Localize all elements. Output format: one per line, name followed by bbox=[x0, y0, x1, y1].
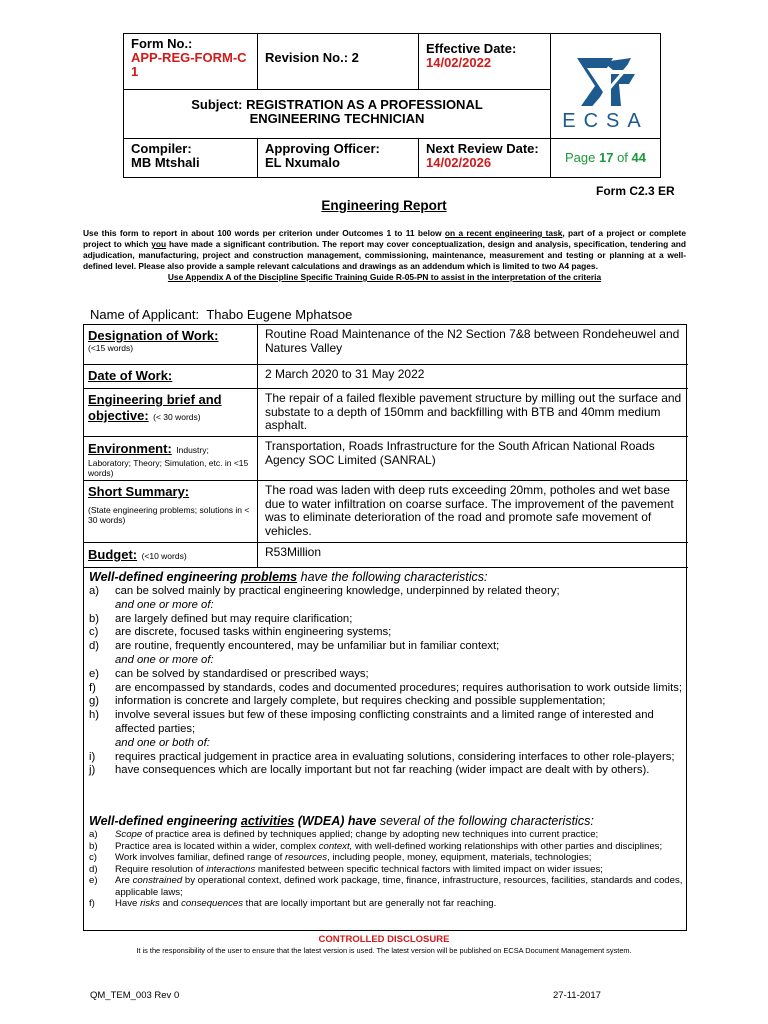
form-no-value: APP-REG-FORM-C1 bbox=[131, 50, 247, 79]
page-title: Engineering Report bbox=[321, 198, 447, 213]
review-date-value: 14/02/2026 bbox=[426, 155, 492, 170]
approving-value: EL Nxumalo bbox=[265, 155, 340, 170]
summary-value: The road was laden with deep ruts exceeding 20mm, potholes and wet base due to water infiltration on coarse surface. The improvement of the pavement was to eliminate deterioration of the road and promote safe movement of vehicles. bbox=[265, 483, 674, 538]
activity-item: d) Require resolution of interactions manifested between specific technical factors with limited impact on wider issues; bbox=[89, 863, 603, 875]
problem-item: a) can be solved mainly by practical engineering knowledge, underpinned by related theory; bbox=[89, 585, 560, 597]
activities-heading: Well-defined engineering activities (WDEA) have several of the following characteristics: bbox=[89, 814, 594, 828]
page-number: Page 17 of 44 bbox=[565, 150, 646, 165]
form-no-label: Form No.: bbox=[131, 36, 193, 51]
designation-label: Designation of Work: bbox=[88, 328, 219, 343]
problem-item: b) are largely defined but may require clarification; bbox=[89, 612, 353, 625]
form-no-cell bbox=[124, 34, 258, 90]
activity-item: e) Are constrained by operational context, defined work package, time, finance, infrastructure, resources, facilities, standards and codes, applicable laws; bbox=[89, 875, 683, 898]
footer-doc-code: QM_TEM_003 Rev 0 bbox=[90, 990, 180, 1001]
date-label: Date of Work: bbox=[88, 368, 173, 383]
activity-item: a) Scope of practice area is defined by techniques applied; change by adopting new techniques into current practice; bbox=[89, 829, 599, 840]
summary-label: Short Summary: bbox=[88, 484, 190, 499]
brief-label-b: objective: bbox=[88, 408, 149, 423]
designation-sub: (<15 words) bbox=[88, 343, 134, 353]
review-date-label: Next Review Date: bbox=[426, 141, 539, 156]
review-date-cell bbox=[419, 139, 551, 177]
environment-sub: Laboratory; Theory; Simulation, etc. in <15 words) bbox=[88, 458, 249, 478]
activity-item: f) Have risks and consequences that are locally important but are generally not far reaching. bbox=[89, 898, 497, 909]
and-one-or-both: and one or both of: bbox=[115, 736, 210, 749]
ecsa-logo bbox=[551, 34, 660, 139]
responsibility-note: It is the responsibility of the user to ensure that the latest version is used. The latest version will be published on ECSA Document Management system. bbox=[136, 946, 632, 955]
problems-heading: Well-defined engineering problems have the following characteristics: bbox=[89, 570, 488, 584]
problem-item: f) are encompassed by standards, codes and documented procedures; requires authorisation to work outside limits; bbox=[89, 681, 683, 694]
budget-sub: (<10 words) bbox=[141, 551, 187, 561]
problem-item: e) can be solved by standardised or prescribed ways; bbox=[89, 667, 369, 680]
controlled-disclosure: CONTROLLED DISCLOSURE bbox=[318, 934, 450, 945]
subject-cell bbox=[124, 90, 551, 139]
applicant-name: Name of Applicant: Thabo Eugene Mphatsoe bbox=[90, 307, 353, 322]
brief-sub: (< 30 words) bbox=[153, 412, 201, 422]
appendix-note: Use Appendix A of the Discipline Specific Training Guide R-05-PN to assist in the interpretation of the criteria bbox=[167, 272, 602, 282]
activity-item: b) Practice area is located within a wider, complex context, with well-defined working relationships with other parties and disciplines; bbox=[89, 840, 663, 852]
effective-date-cell bbox=[419, 34, 551, 90]
row-date bbox=[84, 365, 688, 389]
environment-value: Transportation, Roads Infrastructure for the South African National Roads Agency SOC Limited (SANRAL) bbox=[265, 439, 655, 467]
effective-date-label: Effective Date: bbox=[426, 41, 517, 56]
activities-section bbox=[89, 814, 684, 910]
compiler-label: Compiler: bbox=[131, 141, 192, 156]
problem-item: i) requires practical judgement in practice area in evaluating solutions, considering interfaces to other role-players; bbox=[89, 750, 675, 763]
date-value: 2 March 2020 to 31 May 2022 bbox=[265, 367, 425, 381]
problem-item: g) information is concrete and largely complete, but requires checking and possible supplementation; bbox=[89, 695, 606, 708]
revision-cell bbox=[258, 34, 419, 90]
problem-item: j) have consequences which are locally important but not far reaching (wider impact are dealt with by others). bbox=[89, 764, 650, 777]
brief-value: The repair of a failed flexible pavement structure by milling out the surface and substate to a depth of 150mm and backfilling with BTB and 40mm medium asphalt. bbox=[265, 391, 682, 432]
form-code: Form C2.3 ER bbox=[596, 184, 675, 198]
compiler-value: MB Mtshali bbox=[131, 155, 200, 170]
environment-label: Environment: bbox=[88, 441, 172, 456]
effective-date-value: 14/02/2022 bbox=[426, 55, 492, 70]
problem-item: h) involve several issues but few of these imposing conflicting constraints and a limited range of interested and affected parties; bbox=[89, 709, 654, 735]
subject-text: Subject: REGISTRATION AS A PROFESSIONAL ENGINEERING TECHNICIAN bbox=[191, 97, 483, 126]
revision-label: Revision No.: 2 bbox=[265, 50, 359, 65]
approving-cell bbox=[258, 139, 419, 177]
budget-value: R53Million bbox=[265, 545, 322, 559]
row-summary bbox=[84, 481, 688, 543]
report-table bbox=[83, 324, 687, 931]
footer-date: 27-11-2017 bbox=[553, 990, 601, 1001]
header-table bbox=[123, 33, 661, 178]
ecsa-logo-text: ECSA bbox=[562, 110, 649, 132]
summary-sub: (State engineering problems; solutions in < 30 words) bbox=[88, 505, 250, 525]
problem-item: d) are routine, frequently encountered, may be unfamiliar but in familiar context; bbox=[89, 640, 500, 653]
and-one-or-more: and one or more of: bbox=[115, 598, 214, 611]
designation-value: Routine Road Maintenance of the N2 Section 7&8 between Rondeheuwel and Natures Valley bbox=[265, 327, 680, 355]
row-environment: Environment: Industry; Laboratory; Theory; Simulation, etc. in <15 words) Transportation, Roads Infrastructure for the South African National Roads Agency SOC Limited (SANRAL) bbox=[84, 437, 688, 481]
row-designation bbox=[84, 325, 688, 365]
problems-section bbox=[89, 570, 684, 778]
row-budget bbox=[84, 543, 688, 568]
instructions: Use this form to report in about 100 words per criterion under Outcomes 1 to 11 below on a recent engineering task, part of a project or complete project to which you have made a significant contribution. The report may cover conceptualization, design and analysis, specification, tendering and adjudication, manufacturing, project and construction management, commissioning, maintenance, measurement and testing or planning at a well-defined level. Please also provide a sample relevant calculations and drawings as an addendum which is limited to two A4 pages. Use Appendix A of the Discipline Specific Training Guide R-05-PN to assist in the interpretation of the criteria bbox=[83, 228, 686, 282]
compiler-cell bbox=[124, 139, 258, 177]
and-one-or-more: and one or more of: bbox=[115, 653, 214, 666]
approving-label: Approving Officer: bbox=[265, 141, 380, 156]
brief-label-a: Engineering brief and bbox=[88, 392, 222, 407]
row-brief bbox=[84, 389, 688, 437]
activity-item: c) Work involves familiar, defined range of resources, including people, money, equipment, materials, technologies; bbox=[89, 852, 592, 863]
budget-label: Budget: bbox=[88, 547, 138, 562]
problem-item: c) are discrete, focused tasks within engineering systems; bbox=[89, 626, 392, 639]
